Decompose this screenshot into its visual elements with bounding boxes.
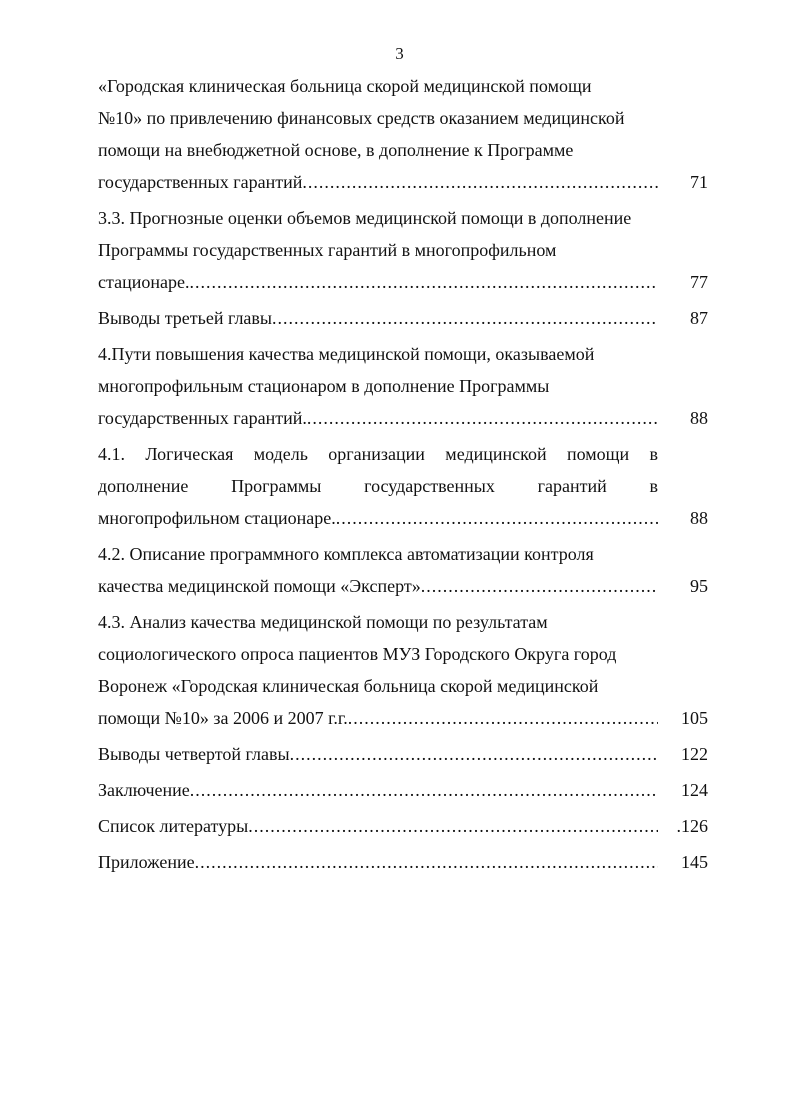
toc-entry-line: дополнение Программы государственных гарантий в <box>98 476 658 496</box>
toc-entry <box>98 538 708 602</box>
toc-entry-line <box>98 570 658 602</box>
toc-entry <box>98 810 708 842</box>
dot-leader <box>290 738 658 770</box>
toc-page-number: 87 <box>690 308 708 328</box>
toc-entry <box>98 438 708 534</box>
toc-page-number: .126 <box>676 816 708 836</box>
dot-leader <box>189 266 658 298</box>
dot-leader <box>336 502 658 534</box>
toc-page-number: 122 <box>681 744 708 764</box>
toc-entry-text: Выводы четвертой главы <box>98 744 290 764</box>
toc-entry <box>98 738 708 770</box>
toc-entry-text: стационаре. <box>98 272 190 292</box>
toc-entry-text: помощи №10» за 2006 и 2007 г.г. <box>98 708 348 728</box>
dot-leader <box>195 846 658 878</box>
toc-entry <box>98 202 708 298</box>
toc-entry-line <box>98 266 658 298</box>
toc-entry-line: Программы государственных гарантий в многопрофильном <box>98 240 557 260</box>
toc-entry-text: Выводы третьей главы <box>98 308 273 328</box>
toc-page-number: 88 <box>690 408 708 428</box>
toc-entry-line: 4.2. Описание программного комплекса автоматизации контроля <box>98 544 594 564</box>
toc-page-number: 145 <box>681 852 708 872</box>
toc-page-number: 105 <box>681 708 708 728</box>
toc-entry-text: Приложение <box>98 852 195 872</box>
toc-entry <box>98 338 708 434</box>
toc-entry-line <box>98 702 658 734</box>
toc-entry-line: Воронеж «Городская клиническая больница скорой медицинской <box>98 676 599 696</box>
dot-leader <box>248 810 658 842</box>
toc-entry <box>98 606 708 734</box>
toc-page-number: 71 <box>690 172 708 192</box>
dot-leader <box>307 402 658 434</box>
toc-entry-line: многопрофильным стационаром в дополнение Программы <box>98 376 550 396</box>
toc-entry-line: социологического опроса пациентов МУЗ Городского Округа город <box>98 644 617 664</box>
toc-page-number: 124 <box>681 780 708 800</box>
toc-entry-line: №10» по привлечению финансовых средств оказанием медицинской <box>98 108 625 128</box>
toc-entry-line: 4.1. Логическая модель организации медицинской помощи в <box>98 444 658 464</box>
toc-entry-text: государственных гарантий. <box>98 408 307 428</box>
toc-page-number: 88 <box>690 508 708 528</box>
toc-entry-line <box>98 738 658 770</box>
toc-entry-line <box>98 810 658 842</box>
table-of-contents <box>98 70 708 882</box>
toc-page-number: 95 <box>690 576 708 596</box>
dot-leader <box>421 570 658 602</box>
toc-entry-line: «Городская клиническая больница скорой медицинской помощи <box>98 76 592 96</box>
toc-entry-text: качества медицинской помощи «Эксперт» <box>98 576 421 596</box>
toc-entry-line <box>98 302 658 334</box>
toc-entry-line <box>98 166 658 198</box>
dot-leader <box>302 166 658 198</box>
toc-entry-line: 4.3. Анализ качества медицинской помощи по результатам <box>98 612 548 632</box>
dot-leader <box>190 774 658 806</box>
toc-page-number: 77 <box>690 272 708 292</box>
dot-leader <box>272 302 658 334</box>
toc-entry-text: государственных гарантий <box>98 172 303 192</box>
dot-leader <box>348 702 658 734</box>
toc-entry <box>98 774 708 806</box>
toc-entry-line: помощи на внебюджетной основе, в дополнение к Программе <box>98 140 574 160</box>
toc-entry-text: Заключение <box>98 780 190 800</box>
toc-entry <box>98 302 708 334</box>
toc-entry-line <box>98 774 658 806</box>
toc-entry-line: 3.3. Прогнозные оценки объемов медицинской помощи в дополнение <box>98 208 632 228</box>
toc-entry-text: многопрофильном стационаре. <box>98 508 336 528</box>
toc-entry-line: 4.Пути повышения качества медицинской помощи, оказываемой <box>98 344 595 364</box>
page-number: 3 <box>395 44 404 63</box>
toc-entry-line <box>98 846 658 878</box>
toc-entry-text: Список литературы <box>98 816 249 836</box>
toc-entry-line <box>98 502 658 534</box>
toc-entry <box>98 70 708 198</box>
toc-entry <box>98 846 708 878</box>
toc-entry-line <box>98 402 658 434</box>
